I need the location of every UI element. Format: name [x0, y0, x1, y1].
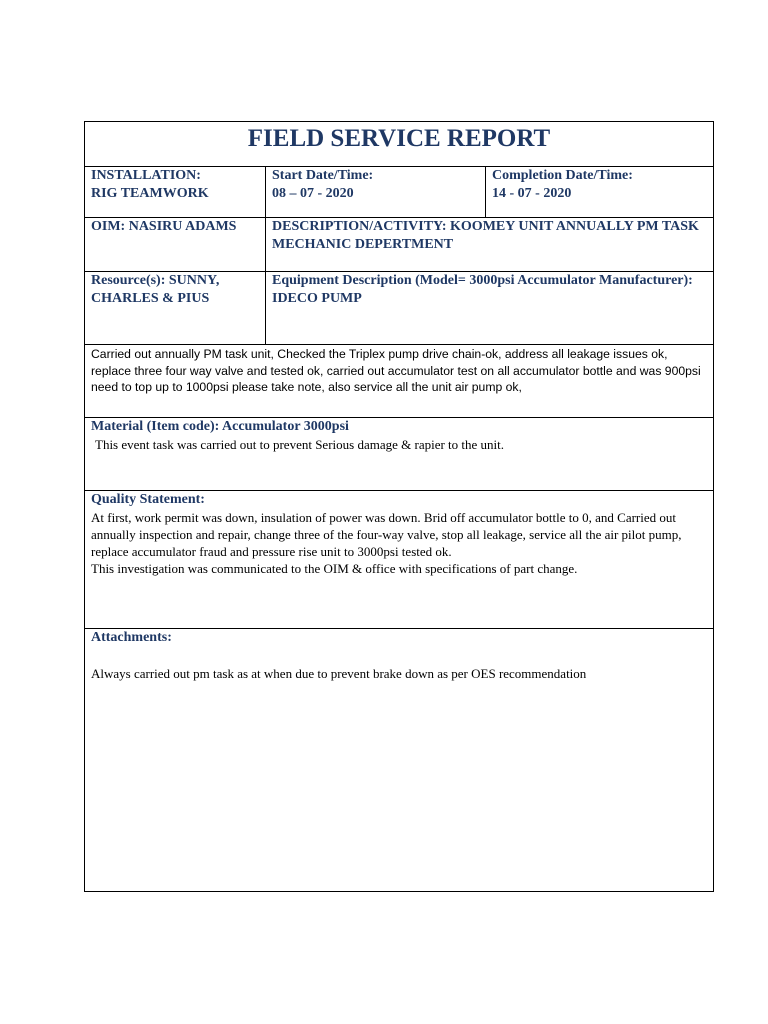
- installation-row: [85, 167, 713, 218]
- start-date-cell: [266, 167, 486, 217]
- material-heading: Material (Item code): Accumulator 3000psi: [91, 419, 349, 434]
- quality-heading: Quality Statement:: [91, 492, 205, 507]
- attachments-row: [85, 629, 713, 892]
- completion-date-cell: [486, 167, 713, 217]
- material-cell: [85, 418, 713, 490]
- resources-row: [85, 272, 713, 345]
- installation-label: INSTALLATION:: [91, 168, 201, 183]
- title-row: [85, 122, 713, 167]
- attachments-cell: [85, 629, 713, 892]
- report-title: FIELD SERVICE REPORT: [247, 125, 551, 152]
- material-row: [85, 418, 713, 491]
- start-date-value: 08 – 07 - 2020: [272, 186, 354, 201]
- resources-cell: [85, 272, 266, 344]
- attachments-heading: Attachments:: [91, 630, 172, 645]
- equipment-cell: [266, 272, 713, 344]
- work-summary-cell: [85, 345, 713, 417]
- quality-row: [85, 491, 713, 629]
- oim-row: [85, 218, 713, 272]
- resources-text: Resource(s): SUNNY, CHARLES & PIUS: [91, 273, 220, 306]
- field-service-report: [84, 121, 714, 892]
- quality-text-1: At first, work permit was down, insulation of power was down. Brid off accumulator bottle to 0, and Carried out annually inspection and repair, change three of the four-way valve, stop all leakage, service all the air pilot pump, replace accumulator fraud and pressure rise unit to 3000psi tested ok.: [91, 510, 682, 559]
- oim-cell: [85, 218, 266, 271]
- attachments-text: Always carried out pm task as at when due to prevent brake down as per OES recommendation: [91, 666, 587, 681]
- completion-date-label: Completion Date/Time:: [492, 168, 633, 183]
- material-text: This event task was carried out to prevent Serious damage & rapier to the unit.: [95, 437, 505, 452]
- oim-text: OIM: NASIRU ADAMS: [91, 219, 237, 234]
- work-summary-text: Carried out annually PM task unit, Checked the Triplex pump drive chain-ok, address all leakage issues ok, replace three four way valve and tested ok, carried out accumulator test on all accumulator bottle and was 900psi need to top up to 1000psi please take note, also service all the unit air pump ok,: [91, 347, 701, 394]
- equipment-text: Equipment Description (Model= 3000psi Accumulator Manufacturer): IDECO PUMP: [272, 273, 693, 306]
- completion-date-value: 14 - 07 - 2020: [492, 186, 572, 201]
- installation-value: RIG TEAMWORK: [91, 186, 209, 201]
- quality-cell: [85, 491, 713, 628]
- installation-cell: [85, 167, 266, 217]
- start-date-label: Start Date/Time:: [272, 168, 374, 183]
- description-cell: [266, 218, 713, 271]
- description-text: DESCRIPTION/ACTIVITY: KOOMEY UNIT ANNUALLY PM TASK MECHANIC DEPERTMENT: [272, 219, 699, 252]
- quality-text-2: This investigation was communicated to the OIM & office with specifications of part change.: [91, 561, 578, 576]
- work-summary-row: [85, 345, 713, 418]
